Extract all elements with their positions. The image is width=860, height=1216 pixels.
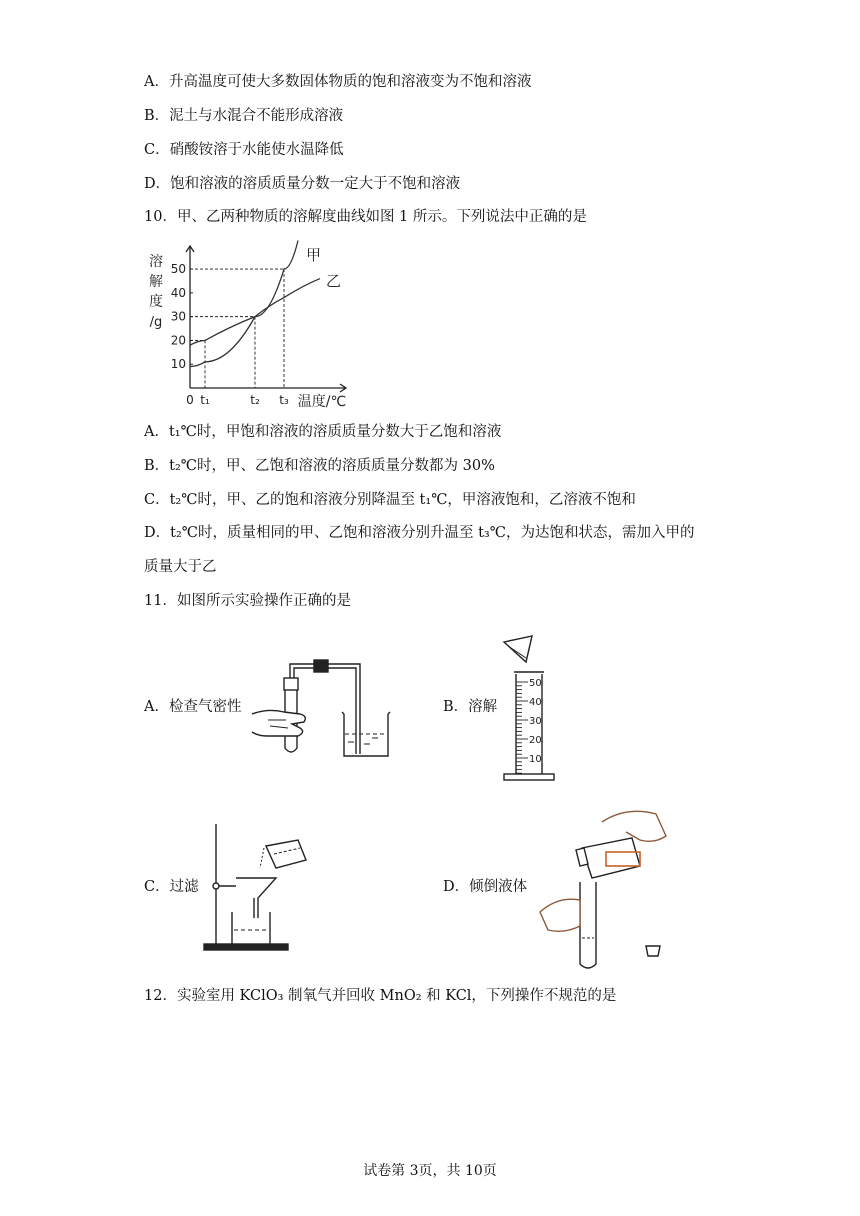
q11-option-c-label: C．过滤: [144, 879, 199, 895]
q9-option-a: A．升高温度可使大多数固体物质的饱和溶液变为不饱和溶液: [144, 74, 532, 90]
q10-option-c: C．t₂℃时，甲、乙的饱和溶液分别降温至 t₁℃，甲溶液饱和，乙溶液不饱和: [144, 492, 636, 508]
y-axis-label-char: 解: [149, 274, 163, 290]
cylinder-tick-label: 10: [529, 754, 542, 765]
page-footer: 试卷第 3页，共 10页: [363, 1163, 497, 1179]
series-label: 甲: [306, 246, 322, 264]
cylinder-tick-label: 50: [529, 678, 542, 689]
y-tick-label: 20: [170, 333, 186, 348]
graduated-cylinder-figure: [498, 632, 558, 784]
q10-option-b: B．t₂℃时，甲、乙饱和溶液的溶质质量分数都为 30%: [144, 458, 495, 474]
q9-option-c: C．硝酸铵溶于水能使水温降低: [144, 142, 344, 158]
series-curve: [190, 240, 298, 366]
solubility-chart: [140, 240, 360, 412]
x-tick-label: t₂: [250, 393, 260, 407]
pouring-liquid-figure: [536, 800, 676, 972]
y-tick-label: 50: [170, 262, 186, 277]
q12-stem: 12．实验室用 KClO₃ 制氧气并回收 MnO₂ 和 KCl，下列操作不规范的是: [144, 988, 617, 1004]
q10-option-d-continued: 质量大于乙: [144, 559, 217, 575]
q10-option-a: A．t₁℃时，甲饱和溶液的溶质质量分数大于乙饱和溶液: [144, 424, 502, 440]
q9-option-b: B．泥土与水混合不能形成溶液: [144, 108, 344, 124]
q11-stem: 11．如图所示实验操作正确的是: [144, 593, 351, 609]
y-tick-label: 30: [170, 309, 186, 324]
y-axis-label-char: 度: [149, 294, 163, 310]
x-tick-label: 0: [186, 393, 194, 407]
y-axis-unit: /g: [149, 315, 163, 330]
x-tick-label: t₁: [200, 393, 210, 407]
q10-stem: 10．甲、乙两种物质的溶解度曲线如图 1 所示。下列说法中正确的是: [144, 209, 587, 225]
y-tick-label: 10: [170, 357, 186, 372]
y-tick-label: 40: [170, 285, 186, 300]
q11-option-b-label: B．溶解: [443, 699, 498, 715]
x-axis-label: 温度/℃: [297, 394, 347, 410]
cylinder-tick-label: 20: [529, 735, 542, 746]
q11-option-d-label: D．倾倒液体: [443, 879, 528, 895]
filtration-figure: [198, 818, 318, 954]
x-tick-label: t₃: [279, 393, 289, 407]
q11-option-a-label: A．检查气密性: [144, 699, 242, 715]
y-axis-label-char: 溶: [149, 254, 163, 270]
cylinder-tick-label: 30: [529, 716, 542, 727]
airtightness-check-figure: [248, 650, 398, 762]
series-curve: [190, 279, 320, 346]
cylinder-tick-label: 40: [529, 697, 542, 708]
q9-option-d: D．饱和溶液的溶质质量分数一定大于不饱和溶液: [144, 176, 461, 192]
series-label: 乙: [326, 272, 342, 290]
q10-option-d: D．t₂℃时，质量相同的甲、乙饱和溶液分别升温至 t₃℃，为达饱和状态，需加入甲的: [144, 525, 695, 541]
